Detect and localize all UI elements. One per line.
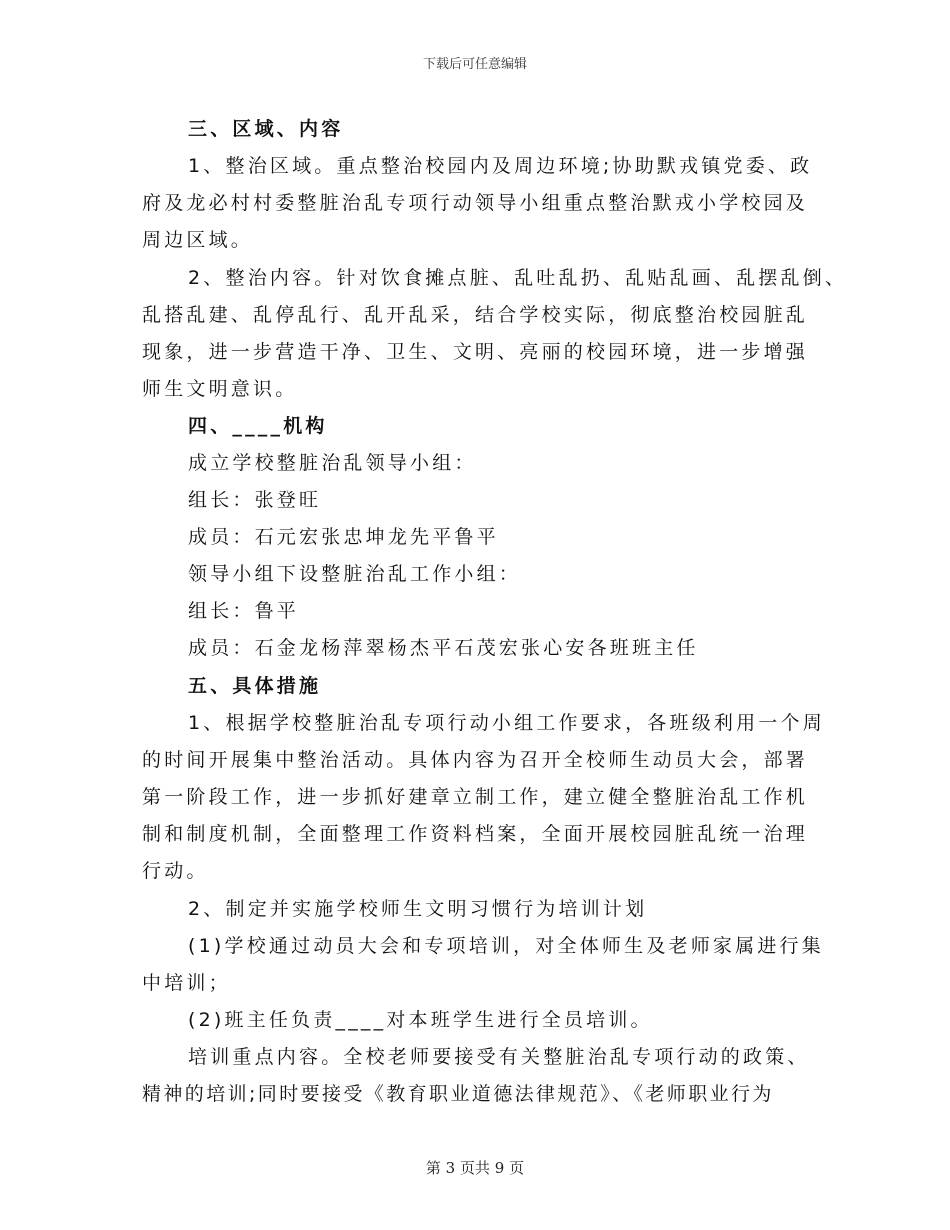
section-heading-3: 三、区域、内容 — [188, 118, 344, 140]
paragraph-line: 组长：张登旺 — [188, 489, 322, 511]
paragraph-line: 现象，进一步营造干净、卫生、文明、亮丽的校园环境，进一步增强 — [142, 341, 809, 363]
paragraph-line: 行动。 — [142, 860, 209, 882]
paragraph-line: 乱搭乱建、乱停乱行、乱开乱采，结合学校实际，彻底整治校园脏乱 — [142, 304, 809, 326]
paragraph-line: 精神的培训;同时要接受《教育职业道德法律规范》、《老师职业行为 — [142, 1083, 774, 1105]
section-heading-5: 五、具体措施 — [188, 675, 322, 697]
paragraph-line: 中培训； — [142, 972, 231, 994]
paragraph-line: 周边区域。 — [142, 229, 254, 251]
paragraph-line: 成员：石元宏张忠坤龙先平鲁平 — [188, 526, 499, 548]
paragraph-line: 培训重点内容。全校老师要接受有关整脏治乱专项行动的政策、 — [188, 1046, 810, 1068]
paragraph-line: 1、根据学校整脏治乱专项行动小组工作要求，各班级利用一个周 — [188, 712, 825, 734]
page-header: 下载后可任意编辑 — [422, 57, 527, 72]
paragraph-line: 第一阶段工作，进一步抓好建章立制工作，建立健全整脏治乱工作机 — [142, 786, 809, 808]
paragraph-line: 成员：石金龙杨萍翠杨杰平石茂宏张心安各班班主任 — [188, 637, 699, 659]
paragraph-line: 组长：鲁平 — [188, 600, 300, 622]
paragraph-line: 1、整治区域。重点整治校园内及周边环境;协助默戎镇党委、政 — [188, 155, 813, 177]
paragraph-line: 的时间开展集中整治活动。具体内容为召开全校师生动员大会，部署 — [142, 749, 809, 771]
paragraph-line: (1)学校通过动员大会和专项培训，对全体师生及老师家属进行集 — [188, 935, 824, 957]
section-heading-4: 四、____机构 — [188, 415, 328, 437]
paragraph-line: (2)班主任负责____对本班学生进行全员培训。 — [188, 1009, 653, 1031]
paragraph-line: 府及龙必村村委整脏治乱专项行动领导小组重点整治默戎小学校园及 — [142, 192, 809, 214]
page-footer: 第 3 页共 9 页 — [425, 1159, 525, 1177]
paragraph-line: 2、制定并实施学校师生文明习惯行为培训计划 — [188, 898, 648, 920]
paragraph-line: 师生文明意识。 — [142, 378, 298, 400]
paragraph-line: 2、整治内容。针对饮食摊点脏、乱吐乱扔、乱贴乱画、乱摆乱倒、 — [188, 267, 848, 289]
paragraph-line: 制和制度机制，全面整理工作资料档案，全面开展校园脏乱统一治理 — [142, 823, 809, 845]
paragraph-line: 领导小组下设整脏治乱工作小组： — [188, 563, 522, 585]
paragraph-line: 成立学校整脏治乱领导小组： — [188, 452, 477, 474]
